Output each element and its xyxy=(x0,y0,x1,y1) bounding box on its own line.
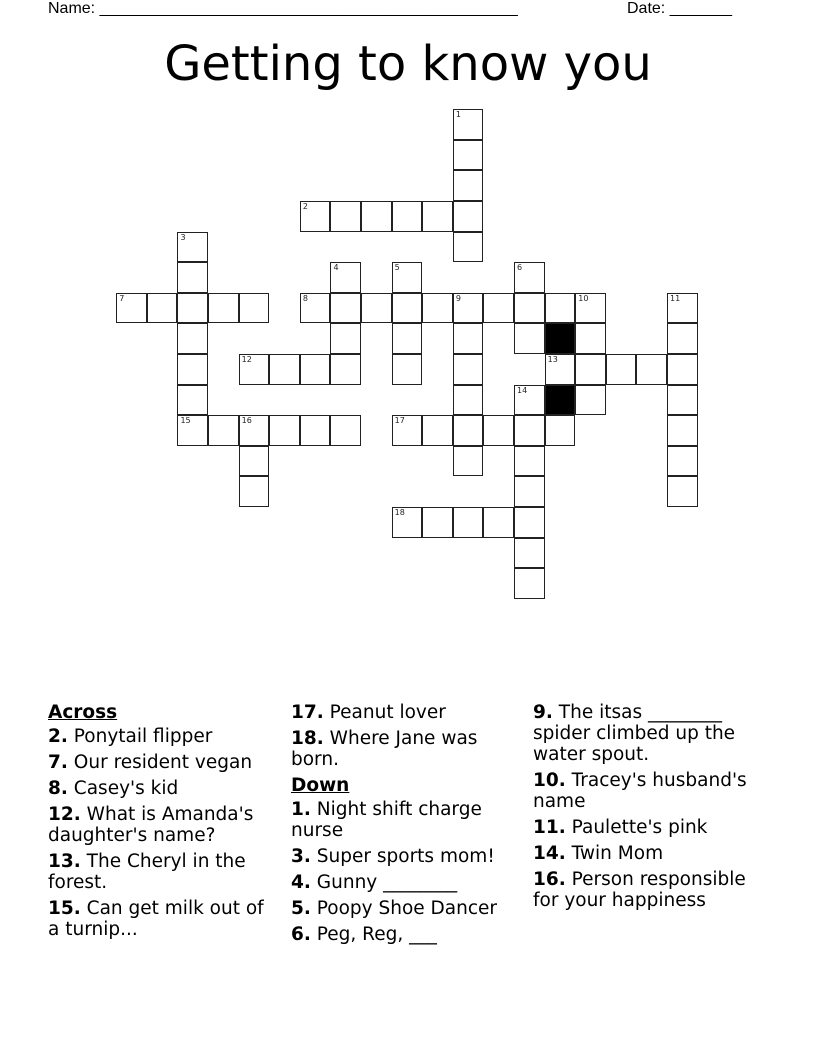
grid-cell[interactable] xyxy=(392,354,423,385)
grid-cell[interactable] xyxy=(330,354,361,385)
grid-cell[interactable] xyxy=(453,232,484,263)
grid-cell[interactable] xyxy=(269,415,300,446)
clue-down-5: 5. Poopy Shoe Dancer xyxy=(291,898,498,919)
clue-number: 10 xyxy=(578,293,589,303)
clue-number: 13 xyxy=(547,355,558,365)
grid-cell[interactable] xyxy=(453,323,484,354)
grid-cell[interactable] xyxy=(361,201,392,232)
down-heading: Down xyxy=(291,775,350,796)
grid-cell[interactable] xyxy=(177,323,208,354)
black-cell xyxy=(545,385,576,416)
grid-cell[interactable] xyxy=(330,262,361,293)
grid-cell[interactable] xyxy=(239,446,270,477)
clue-across-7: 7. Our resident vegan xyxy=(48,752,253,773)
grid-cell[interactable] xyxy=(514,476,545,507)
grid-cell[interactable] xyxy=(392,415,423,446)
grid-cell[interactable] xyxy=(177,262,208,293)
grid-cell[interactable] xyxy=(208,415,239,446)
clue-number: 1 xyxy=(455,110,461,120)
grid-cell[interactable] xyxy=(636,354,667,385)
grid-cell[interactable] xyxy=(514,323,545,354)
across-heading: Across xyxy=(48,702,118,723)
clues-column-1 xyxy=(48,702,278,945)
grid-cell[interactable] xyxy=(606,354,637,385)
clue-number: 16 xyxy=(241,416,252,426)
grid-cell[interactable] xyxy=(545,293,576,324)
clue-number: 8 xyxy=(302,293,308,303)
grid-cell[interactable] xyxy=(453,170,484,201)
grid-cell[interactable] xyxy=(300,354,331,385)
clue-across-18: 18. Where Jane was born. xyxy=(291,728,478,770)
clue-number: 9 xyxy=(455,293,461,303)
grid-cell[interactable] xyxy=(453,507,484,538)
grid-cell[interactable] xyxy=(177,232,208,263)
clue-number: 3 xyxy=(180,232,186,242)
clue-across-17: 17. Peanut lover xyxy=(291,702,446,723)
name-field[interactable]: Name: _______________________________________________ xyxy=(48,0,518,17)
clue-across-2: 2. Ponytail flipper xyxy=(48,726,213,747)
clue-number: 15 xyxy=(180,416,191,426)
grid-cell[interactable] xyxy=(575,293,606,324)
grid-cell[interactable] xyxy=(453,140,484,171)
grid-cell[interactable] xyxy=(392,507,423,538)
grid-cell[interactable] xyxy=(330,323,361,354)
grid-cell[interactable] xyxy=(177,385,208,416)
clue-across-15: 15. Can get milk out of a turnip... xyxy=(48,898,264,940)
grid-cell[interactable] xyxy=(453,446,484,477)
grid-cell[interactable] xyxy=(422,293,453,324)
grid-cell[interactable] xyxy=(177,354,208,385)
grid-cell[interactable] xyxy=(667,476,698,507)
grid-cell[interactable] xyxy=(514,385,545,416)
grid-cell[interactable] xyxy=(300,293,331,324)
clue-across-13: 13. The Cheryl in the forest. xyxy=(48,851,246,893)
clue-number: 2 xyxy=(302,202,308,212)
clue-number: 17 xyxy=(394,416,405,426)
grid-cell[interactable] xyxy=(300,201,331,232)
grid-cell[interactable] xyxy=(330,201,361,232)
clue-down-4: 4. Gunny ________ xyxy=(291,872,458,893)
black-cell xyxy=(545,323,576,354)
grid-cell[interactable] xyxy=(667,354,698,385)
clue-number: 6 xyxy=(517,263,523,273)
grid-cell[interactable] xyxy=(269,354,300,385)
grid-cell[interactable] xyxy=(453,354,484,385)
grid-cell[interactable] xyxy=(239,293,270,324)
grid-cell[interactable] xyxy=(453,385,484,416)
grid-cell[interactable] xyxy=(483,293,514,324)
grid-cell[interactable] xyxy=(453,415,484,446)
clue-across-8: 8. Casey's kid xyxy=(48,778,179,799)
clue-down-3: 3. Super sports mom! xyxy=(291,846,495,867)
grid-cell[interactable] xyxy=(667,385,698,416)
grid-cell[interactable] xyxy=(392,323,423,354)
clue-number: 18 xyxy=(394,508,405,518)
grid-cell[interactable] xyxy=(667,415,698,446)
grid-cell[interactable] xyxy=(239,476,270,507)
grid-cell[interactable] xyxy=(300,415,331,446)
clue-number: 7 xyxy=(119,293,125,303)
clue-down-16: 16. Person responsible for your happiness xyxy=(533,869,746,911)
grid-cell[interactable] xyxy=(116,293,147,324)
grid-cell[interactable] xyxy=(147,293,178,324)
date-field[interactable]: Date: _______ xyxy=(627,0,732,17)
page-title: Getting to know you xyxy=(164,36,652,92)
clue-across-12: 12. What is Amanda's daughter's name? xyxy=(48,804,254,846)
grid-cell[interactable] xyxy=(330,415,361,446)
clue-down-10: 10. Tracey's husband's name xyxy=(533,770,747,812)
grid-cell[interactable] xyxy=(667,293,698,324)
grid-cell[interactable] xyxy=(422,201,453,232)
grid-cell[interactable] xyxy=(667,323,698,354)
grid-cell[interactable] xyxy=(330,293,361,324)
grid-cell[interactable] xyxy=(453,293,484,324)
clue-down-9: 9. The itsas ________ spider climbed up the water spout. xyxy=(533,702,736,765)
grid-cell[interactable] xyxy=(514,262,545,293)
grid-cell[interactable] xyxy=(392,293,423,324)
grid-cell[interactable] xyxy=(177,293,208,324)
grid-cell[interactable] xyxy=(208,293,239,324)
grid-cell[interactable] xyxy=(514,568,545,599)
clue-down-6: 6. Peg, Reg, ___ xyxy=(291,924,437,945)
grid-cell[interactable] xyxy=(239,354,270,385)
grid-cell[interactable] xyxy=(239,415,270,446)
clue-number: 5 xyxy=(394,263,400,273)
grid-cell[interactable] xyxy=(392,262,423,293)
grid-cell[interactable] xyxy=(514,415,545,446)
clue-number: 4 xyxy=(333,263,339,273)
grid-cell[interactable] xyxy=(545,415,576,446)
grid-cell[interactable] xyxy=(667,446,698,477)
grid-cell[interactable] xyxy=(483,415,514,446)
clue-number: 14 xyxy=(517,385,528,395)
grid-cell[interactable] xyxy=(545,354,576,385)
clue-number: 11 xyxy=(670,293,681,303)
grid-cell[interactable] xyxy=(453,201,484,232)
clue-down-14: 14. Twin Mom xyxy=(533,843,664,864)
grid-cell[interactable] xyxy=(514,507,545,538)
grid-cell[interactable] xyxy=(575,354,606,385)
grid-cell[interactable] xyxy=(422,507,453,538)
grid-cell[interactable] xyxy=(392,201,423,232)
grid-cell[interactable] xyxy=(361,293,392,324)
grid-cell[interactable] xyxy=(514,293,545,324)
grid-cell[interactable] xyxy=(514,446,545,477)
grid-cell[interactable] xyxy=(422,415,453,446)
clues-column-3 xyxy=(533,702,773,916)
clue-down-1: 1. Night shift charge nurse xyxy=(291,799,482,841)
clue-down-11: 11. Paulette's pink xyxy=(533,817,708,838)
grid-cell[interactable] xyxy=(575,323,606,354)
grid-cell[interactable] xyxy=(514,538,545,569)
clue-number: 12 xyxy=(241,355,252,365)
grid-cell[interactable] xyxy=(177,415,208,446)
grid-cell[interactable] xyxy=(575,385,606,416)
grid-cell[interactable] xyxy=(483,507,514,538)
grid-cell[interactable] xyxy=(453,109,484,140)
clues-column-2 xyxy=(291,702,526,950)
